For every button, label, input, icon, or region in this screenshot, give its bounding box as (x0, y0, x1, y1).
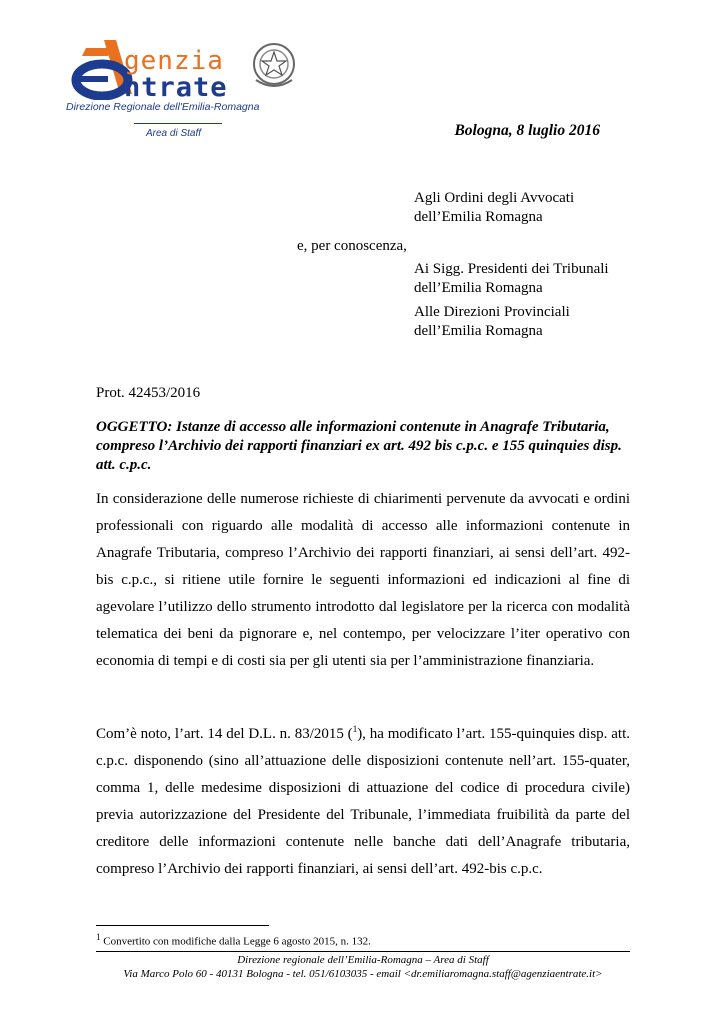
footnote-text: Convertito con modifiche dalla Legge 6 agosto 2015, n. 132. (100, 935, 371, 948)
primary-recipient (414, 189, 574, 227)
cc2-line1: Alle Direzioni Provinciali (414, 304, 570, 320)
italian-republic-emblem-icon (250, 40, 298, 92)
cc-recipient-tribunals (414, 260, 609, 298)
footer-office: Direzione regionale dell’Emilia-Romagna – Area di Staff (237, 954, 489, 966)
paragraph2-text-start: Com’è noto, l’art. 14 del D.L. n. 83/2015 ( (96, 726, 353, 742)
subject-line: OGGETTO: Istanze di accesso alle informazioni contenute in Anagrafe Tributaria, compreso l’Archivio dei rapporti finanziari ex art. 492 bis c.p.c. e 155 quinquies disp. att. c.p.c. (96, 419, 622, 473)
paragraph2-text-end: ), ha modificato l’art. 155-quinquies disp. att. c.p.c. disponendo (sino all’attuazione delle disposizioni contenute nell’art. 155-quater, comma 1, delle medesime disposizioni di attuazione del codice di procedura civile) previa autorizzazione del Presidente del Tribunale, l’immediata fruibilità da parte del creditore delle informazioni contenute nelle banche dati dell’Anagrafe tributaria, compreso l’Archivio dei rapporti finanziari, ai sensi dell’art. 492-bis c.p.c. (96, 726, 630, 877)
body-paragraph-1: In considerazione delle numerose richieste di chiarimenti pervenute da avvocati e ordini professionali con riguardo alle modalità di accesso alle informazioni contenute in Anagrafe Tributaria, compreso l’Archivio dei rapporti finanziari, ai sensi dell’art. 492-bis c.p.c., si ritiene utile fornire le seguenti informazioni ed indicazioni al fine di agevolare l’utilizzo dello strumento introdotto dal legislatore per la ricerca con modalità telematica dei beni da pignorare e, nel contempo, per velocizzare l’iter operativo con economia di tempi e di costi sia per gli utenti sia per l’amministrazione finanziaria. (96, 491, 630, 669)
protocol-number: Prot. 42453/2016 (96, 385, 201, 401)
cc1-line1: Ai Sigg. Presidenti dei Tribunali (414, 261, 609, 277)
letter-date: Bologna, 8 luglio 2016 (454, 122, 600, 139)
agency-logo (66, 38, 302, 138)
cc-label: e, per conoscenza, (297, 238, 407, 254)
cc2-line2: dell’Emilia Romagna (414, 323, 543, 339)
logo-word-entrate: ntrate (124, 72, 228, 103)
footnote-number: 1 (96, 932, 101, 942)
logo-word-agenzia: genzia (124, 46, 224, 76)
footer-contact: Via Marco Polo 60 - 40131 Bologna - tel. 051/6103035 - email <dr.emiliaromagna.staff@agenziaentrate.it> (123, 968, 603, 980)
logo-divider (134, 123, 222, 124)
primary-recipient-line1: Agli Ordini degli Avvocati (414, 190, 575, 206)
logo-department: Direzione Regionale dell'Emilia-Romagna (66, 101, 260, 113)
body-paragraph-2 (96, 716, 630, 883)
footnote-divider (96, 925, 269, 926)
footer-divider (96, 951, 630, 952)
cc1-line2: dell’Emilia Romagna (414, 280, 543, 296)
footnote-reference: 1 (352, 724, 358, 734)
primary-recipient-line2: dell’Emilia Romagna (414, 209, 543, 225)
cc-recipient-provincial (414, 303, 570, 341)
logo-area: Area di Staff (146, 128, 202, 139)
footnote (96, 932, 371, 948)
